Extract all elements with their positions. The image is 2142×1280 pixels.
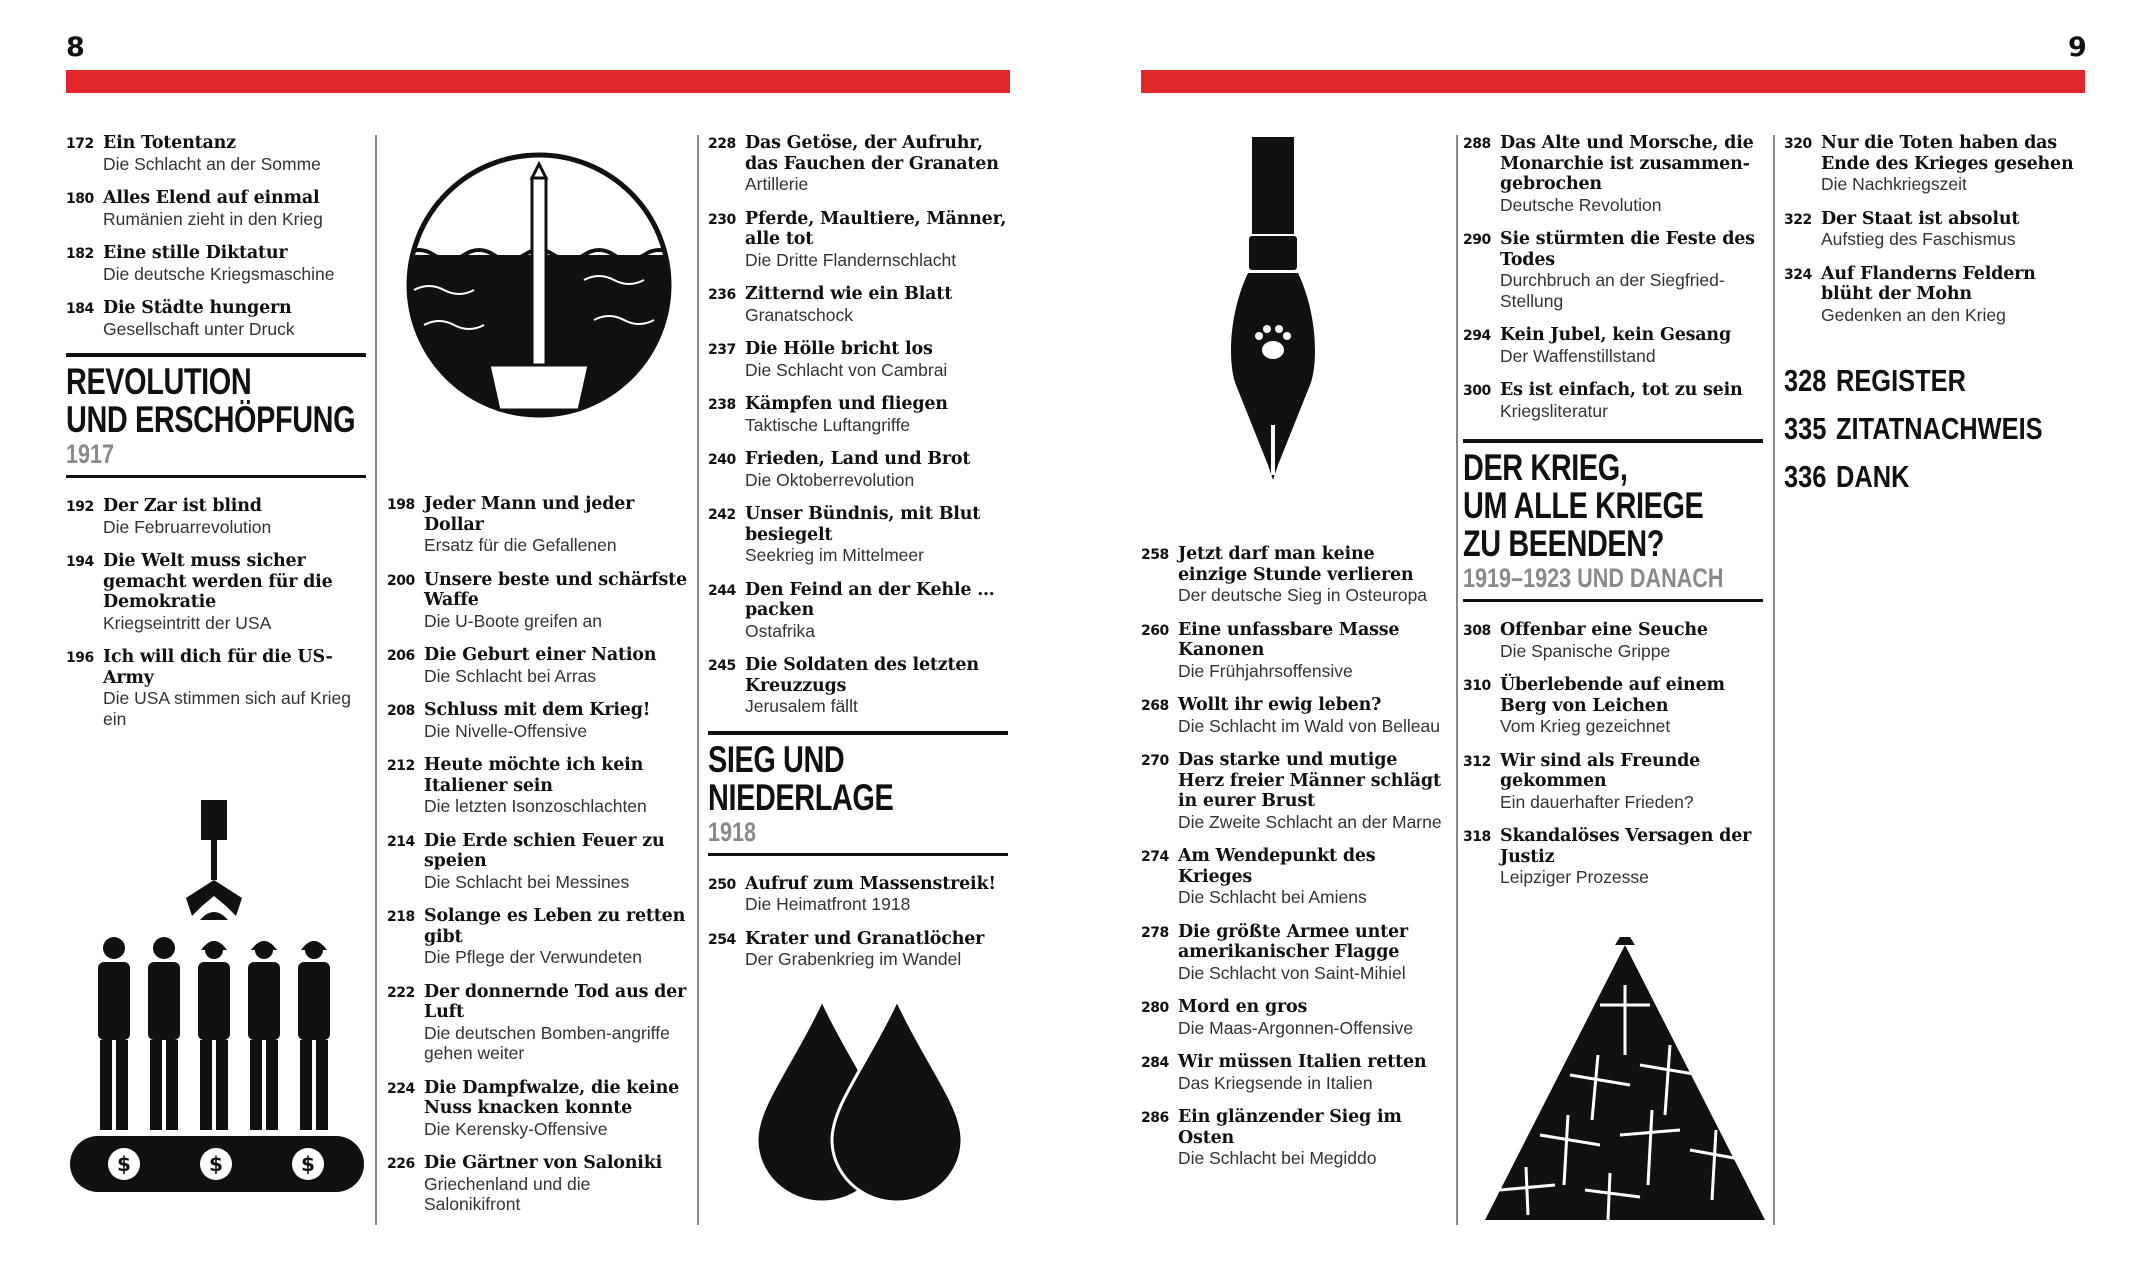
toc-entry-subtitle: Die Schlacht an der Somme [103, 153, 321, 174]
toc-page-number: 242 [708, 507, 736, 523]
toc-entry-text [1178, 695, 1447, 736]
toc-entry[interactable] [66, 243, 366, 284]
toc-entry-text [103, 496, 366, 537]
red-header-bar-left [66, 70, 1010, 93]
toc-entry-subtitle: Seekrieg im Mittelmeer [745, 545, 924, 565]
toc-page-number: 180 [66, 191, 94, 207]
toc-entry-subtitle: Das Kriegsende in Italien [1178, 1072, 1373, 1093]
toc-entry-title: Die Soldaten des letzten Kreuzzugs [745, 655, 979, 696]
toc-page-number: 200 [387, 572, 415, 589]
toc-entry[interactable] [1463, 229, 1763, 311]
toc-entry-title: Die Welt muss sicher gemacht werden für die Demokratie [103, 551, 333, 612]
toc-page-number: 280 [1141, 1000, 1169, 1016]
toc-entry-text [745, 929, 1008, 970]
svg-text:$: $ [301, 1152, 315, 1176]
toc-entry-subtitle: Die Oktoberrevolution [745, 469, 915, 490]
toc-entry-title: Der Staat ist absolut [1821, 208, 2020, 229]
column-rule [1456, 135, 1458, 1225]
toc-entry-subtitle: Die Schlacht von Cambrai [745, 359, 948, 380]
toc-entry[interactable] [1141, 997, 1447, 1038]
toc-page-number: 300 [1463, 383, 1491, 399]
toc-entry-title: Wollt ihr ewig leben? [1178, 695, 1382, 715]
toc-entry-text [424, 1153, 687, 1215]
toc-entry-text [1500, 751, 1763, 813]
toc-entry[interactable] [1463, 380, 1763, 421]
toc-entry[interactable] [66, 496, 366, 537]
backmatter-page-number: 336 [1784, 459, 1827, 494]
toc-page-number: 244 [708, 582, 736, 599]
toc-page-number: 274 [1141, 849, 1169, 865]
toc-page-number: 268 [1141, 698, 1169, 714]
toc-entry-text [1500, 380, 1763, 421]
toc-entry-title: Den Feind an der Kehle … packen [745, 579, 995, 620]
toc-page-number: 218 [387, 909, 415, 925]
toc-entry[interactable] [1463, 133, 1763, 215]
section-title: REVOLUTION [66, 361, 252, 402]
toc-entry-text [1500, 229, 1763, 311]
column-rule [375, 135, 377, 1225]
toc-page-number: 278 [1141, 924, 1169, 941]
toc-entry-text [1500, 325, 1763, 366]
toc-entry[interactable] [1463, 675, 1763, 737]
toc-entry-subtitle: Ostafrika [745, 620, 816, 641]
toc-entry-title: Unsere beste und schärfste Waffe [424, 569, 687, 610]
toc-entry-title: Auf Flanderns Feldern blüht der Mohn [1821, 263, 2036, 304]
toc-entry[interactable] [387, 645, 687, 686]
toc-entry-subtitle: Durchbruch an der Siegfried-Stellung [1500, 270, 1725, 311]
toc-column-3 [708, 133, 1008, 984]
toc-entry-title: Der Zar ist blind [103, 496, 262, 516]
toc-page-number: 308 [1463, 623, 1491, 639]
toc-entry-subtitle: Die Pflege der Verwundeten [424, 947, 642, 967]
toc-page-number: 182 [66, 246, 94, 262]
toc-entry-text [424, 570, 687, 632]
toc-entry-text [745, 655, 1008, 717]
toc-entry-subtitle: Aufstieg des Faschismus [1821, 229, 2016, 249]
toc-entry-subtitle: Die letzten Isonzoschlachten [424, 796, 647, 816]
toc-entry-text [1178, 1052, 1447, 1093]
svg-text:$: $ [209, 1152, 223, 1176]
toc-entry[interactable] [1141, 620, 1447, 682]
toc-page-number: 284 [1141, 1055, 1169, 1071]
toc-entry[interactable] [1141, 544, 1447, 606]
toc-entry[interactable] [387, 1153, 687, 1215]
soldiers-conveyor-illustration [64, 798, 370, 1200]
toc-entry-text [424, 700, 687, 741]
toc-entry-title: Das starke und mutige Herz freier Männer schlägt in eurer Brust [1178, 750, 1441, 811]
toc-entry-subtitle: Die Februarrevolution [103, 516, 272, 537]
toc-entry-text [1178, 544, 1447, 606]
toc-entry-text [424, 982, 687, 1064]
toc-page-number: 312 [1463, 753, 1491, 770]
toc-entry-text [1500, 826, 1763, 888]
toc-entry[interactable] [708, 655, 1008, 717]
toc-entry-text [1821, 133, 2084, 195]
toc-entry-title: Die Geburt einer Nation [424, 645, 657, 665]
toc-entry-text [1178, 846, 1447, 908]
toc-page-number: 288 [1463, 136, 1491, 152]
toc-entry-subtitle: Vom Krieg gezeichnet [1500, 716, 1671, 736]
toc-entry-text [745, 339, 1008, 380]
toc-page-number: 238 [708, 397, 736, 413]
toc-page-number: 318 [1463, 829, 1491, 845]
toc-entry-subtitle: Jerusalem fällt [745, 696, 858, 716]
toc-page-number: 290 [1463, 232, 1491, 248]
backmatter-entry[interactable] [1784, 461, 2084, 493]
toc-entry-subtitle: Die Spanische Grippe [1500, 640, 1671, 661]
toc-entry-title: Kein Jubel, kein Gesang [1500, 325, 1731, 345]
toc-entry-subtitle: Der Waffenstillstand [1500, 345, 1656, 366]
toc-entry-title: Wir sind als Freunde gekommen [1500, 750, 1701, 791]
toc-page-number: 260 [1141, 622, 1169, 639]
backmatter-label: DANK [1836, 459, 1910, 494]
toc-entry-text [424, 645, 687, 686]
toc-entry-title: Wir müssen Italien retten [1178, 1052, 1427, 1072]
toc-column-4 [1141, 544, 1447, 1183]
toc-page-number: 322 [1784, 211, 1812, 228]
toc-column-6 [1784, 133, 2084, 509]
toc-entry-title: Mord en gros [1178, 997, 1308, 1017]
toc-entry-subtitle: Artillerie [745, 174, 809, 194]
toc-page-number: 294 [1463, 328, 1491, 344]
section-year: 1918 [708, 816, 757, 847]
toc-entry-title: Die Gärtner von Saloniki [424, 1153, 663, 1173]
toc-entry-subtitle: Die Nachkriegszeit [1821, 174, 1967, 194]
toc-entry[interactable] [1141, 695, 1447, 736]
toc-entry-title: Jetzt darf man keine einzige Stunde verlieren [1178, 544, 1414, 585]
toc-entry-title: Alles Elend auf einmal [103, 188, 320, 208]
toc-entry[interactable] [66, 298, 366, 339]
toc-entry-title: Krater und Granatlöcher [745, 928, 985, 949]
toc-entry[interactable] [1463, 826, 1763, 888]
toc-entry-title: Ich will dich für die US-Army [103, 647, 333, 688]
toc-entry-subtitle: Die Schlacht bei Arras [424, 665, 597, 686]
toc-page-number: 236 [708, 287, 736, 303]
section-title: ZU BEENDEN? [1463, 523, 1664, 564]
toc-entry[interactable] [1784, 209, 2084, 250]
toc-entry-text [1178, 620, 1447, 682]
toc-entry[interactable] [66, 551, 366, 633]
toc-entry[interactable] [708, 209, 1008, 271]
toc-entry-subtitle: Taktische Luftangriffe [745, 414, 911, 435]
toc-page-number: 254 [708, 931, 736, 948]
toc-entry-title: Heute möchte ich kein Italiener sein [424, 755, 644, 796]
toc-entry-text [745, 874, 1008, 915]
toc-entry[interactable] [708, 504, 1008, 566]
toc-page-number: 286 [1141, 1110, 1169, 1126]
toc-page-number: 324 [1784, 266, 1812, 283]
toc-entry-title: Frieden, Land und Brot [745, 449, 971, 469]
pen-nib-illustration [1218, 135, 1328, 480]
toc-page-number: 196 [66, 650, 94, 666]
toc-page-number: 198 [387, 497, 415, 513]
toc-entry-text [424, 831, 687, 893]
toc-page-number: 194 [66, 554, 94, 570]
toc-column-2 [387, 494, 687, 1229]
toc-entry-subtitle: Der deutsche Sieg in Osteuropa [1178, 585, 1428, 605]
toc-entry-title: Die Hölle bricht los [745, 339, 933, 359]
toc-entry-text [1500, 133, 1763, 215]
toc-entry-subtitle: Griechenland und die Salonikifront [424, 1173, 591, 1214]
toc-entry-subtitle: Die Dritte Flandernschlacht [745, 249, 957, 270]
toc-entry-subtitle: Kriegseintritt der USA [103, 612, 272, 633]
section-title: UND ERSCHÖPFUNG [66, 399, 356, 440]
toc-entry-text [1178, 997, 1447, 1038]
toc-entry-title: Eine stille Diktatur [103, 243, 288, 263]
toc-column-5 [1463, 133, 1763, 902]
toc-entry[interactable] [387, 982, 687, 1064]
toc-entry[interactable] [1141, 1052, 1447, 1093]
toc-entry-title: Nur die Toten haben das Ende des Krieges gesehen [1821, 133, 2074, 174]
toc-entry[interactable] [387, 570, 687, 632]
red-header-bar-right [1141, 70, 2085, 93]
toc-entry-title: Sie stürmten die Feste des Todes [1500, 229, 1755, 270]
toc-entry-title: Ein glänzender Sieg im Osten [1178, 1107, 1402, 1148]
toc-entry[interactable] [708, 580, 1008, 642]
toc-entry-title: Jeder Mann und jeder Dollar [424, 494, 635, 535]
page-number-right: 9 [2068, 32, 2087, 63]
toc-entry-text [745, 504, 1008, 566]
toc-entry[interactable] [1141, 750, 1447, 832]
toc-entry[interactable] [1141, 846, 1447, 908]
toc-entry[interactable] [1141, 922, 1447, 984]
section-year: 1919–1923 UND DANACH [1463, 563, 1724, 593]
toc-entry-title: Pferde, Maultiere, Männer, alle tot [745, 208, 1007, 249]
toc-entry-text [103, 551, 366, 633]
toc-entry-text [1500, 620, 1763, 661]
periscope-illustration [404, 150, 674, 420]
toc-entry-subtitle: Ein dauerhafter Frieden? [1500, 791, 1694, 812]
backmatter-label: ZITATNACHWEIS [1835, 411, 2043, 446]
toc-entry-subtitle: Die Schlacht bei Amiens [1178, 887, 1367, 907]
toc-entry-text [103, 133, 366, 174]
toc-page-number: 270 [1141, 753, 1169, 769]
toc-entry[interactable] [708, 449, 1008, 490]
toc-entry-subtitle: Die Maas-Argonnen-Offensive [1178, 1017, 1414, 1038]
toc-entry-subtitle: Die USA stimmen sich auf Krieg ein [103, 688, 352, 729]
toc-entry[interactable] [387, 700, 687, 741]
toc-entry-title: Die Erde schien Feuer zu speien [424, 830, 665, 871]
toc-entry[interactable] [708, 929, 1008, 970]
toc-entry-subtitle: Gesellschaft unter Druck [103, 318, 295, 339]
toc-entry-text [1178, 922, 1447, 984]
toc-entry-text [745, 394, 1008, 435]
toc-column-1 [66, 133, 366, 743]
toc-entry[interactable] [1463, 620, 1763, 661]
toc-entry-text [745, 449, 1008, 490]
toc-entry-subtitle: Leipziger Prozesse [1500, 867, 1649, 887]
toc-entry-subtitle: Deutsche Revolution [1500, 194, 1662, 215]
toc-entry[interactable] [387, 831, 687, 893]
section-title: DER KRIEG, [1463, 447, 1628, 488]
toc-entry[interactable] [1463, 325, 1763, 366]
toc-entry[interactable] [708, 874, 1008, 915]
toc-entry-text [424, 494, 687, 556]
toc-entry-text [103, 188, 366, 229]
toc-entry-text [424, 1078, 687, 1140]
toc-entry-subtitle: Ersatz für die Gefallenen [424, 535, 617, 555]
toc-entry-text [1500, 675, 1763, 737]
toc-entry[interactable] [66, 647, 366, 729]
toc-entry-subtitle: Der Grabenkrieg im Wandel [745, 949, 962, 969]
column-rule [697, 135, 699, 1225]
backmatter-entry[interactable] [1784, 365, 2084, 397]
toc-entry-subtitle: Rumänien zieht in den Krieg [103, 208, 323, 229]
toc-page-number: 258 [1141, 547, 1169, 563]
toc-entry-title: Offenbar eine Seuche [1500, 620, 1708, 640]
toc-entry[interactable] [66, 188, 366, 229]
toc-entry-title: Das Getöse, der Aufruhr, das Fauchen der Granaten [745, 133, 999, 174]
toc-entry-text [103, 298, 366, 339]
toc-entry-title: Solange es Leben zu retten gibt [424, 906, 686, 947]
toc-page-number: 250 [708, 876, 736, 893]
toc-entry-subtitle: Die deutsche Kriegsmaschine [103, 263, 335, 284]
toc-entry-title: Zitternd wie ein Blatt [745, 284, 953, 304]
toc-entry[interactable] [387, 906, 687, 968]
toc-entry-title: Unser Bündnis, mit Blut besiegelt [745, 504, 981, 545]
toc-page-number: 214 [387, 833, 415, 850]
toc-entry[interactable] [1463, 751, 1763, 813]
section-header-der-krieg [1463, 439, 1763, 602]
toc-entry-subtitle: Die Kerensky-Offensive [424, 1118, 608, 1139]
toc-entry[interactable] [1141, 1107, 1447, 1169]
toc-entry[interactable] [387, 494, 687, 556]
toc-page-number: 230 [708, 211, 736, 228]
toc-entry[interactable] [66, 133, 366, 174]
toc-entry-title: Aufruf zum Massenstreik! [745, 873, 996, 894]
section-header-revolution [66, 353, 366, 478]
toc-entry-subtitle: Die Zweite Schlacht an der Marne [1178, 811, 1442, 832]
toc-entry-text [103, 647, 366, 729]
toc-entry-subtitle: Die deutschen Bomben-angriffe gehen weiter [424, 1022, 670, 1063]
crosses-mound-illustration [1480, 935, 1770, 1225]
toc-entry-subtitle: Die Nivelle-Offensive [424, 720, 588, 741]
toc-entry-subtitle: Die Schlacht im Wald von Belleau [1178, 715, 1440, 736]
toc-entry-title: Ein Totentanz [103, 133, 236, 153]
toc-page-number: 184 [66, 301, 94, 317]
toc-entry-title: Die Städte hungern [103, 298, 292, 318]
toc-entry-title: Überlebende auf einem Berg von Leichen [1500, 675, 1725, 716]
svg-text:$: $ [117, 1152, 131, 1176]
toc-page-number: 192 [66, 499, 94, 515]
toc-entry-text [1821, 209, 2084, 250]
toc-page-number: 172 [66, 136, 94, 152]
toc-entry-title: Der donnernde Tod aus der Luft [424, 981, 687, 1022]
section-title: SIEG UND [708, 738, 845, 780]
toc-entry-text [1821, 264, 2084, 326]
toc-entry-subtitle: Die Heimatfront 1918 [745, 894, 911, 914]
toc-entry-subtitle: Die Schlacht von Saint-Mihiel [1178, 962, 1406, 983]
toc-page-number: 310 [1463, 678, 1491, 694]
toc-entry[interactable] [387, 1078, 687, 1140]
toc-entry-title: Die größte Armee unter amerikanischer Flagge [1178, 921, 1408, 962]
toc-entry-subtitle: Die Schlacht bei Megiddo [1178, 1148, 1377, 1168]
toc-entry-text [745, 580, 1008, 642]
toc-entry-text [1178, 750, 1447, 832]
section-title: NIEDERLAGE [708, 776, 894, 818]
backmatter-page-number: 328 [1784, 363, 1827, 398]
column-rule [1773, 135, 1775, 1225]
toc-entry-text [424, 755, 687, 817]
toc-entry-title: Skandalöses Versagen der Justiz [1500, 826, 1752, 867]
section-header-sieg [708, 731, 1008, 856]
toc-page-number: 226 [387, 1156, 415, 1172]
toc-entry-subtitle: Granatschock [745, 304, 853, 325]
toc-entry-subtitle: Die Schlacht bei Messines [424, 871, 630, 892]
toc-entry[interactable] [708, 394, 1008, 435]
toc-entry-text [424, 906, 687, 968]
toc-entry-subtitle: Kriegsliteratur [1500, 400, 1608, 421]
toc-entry[interactable] [1784, 264, 2084, 326]
backmatter-entry[interactable] [1784, 413, 2084, 445]
page-number-left: 8 [66, 32, 85, 63]
toc-entry-title: Die Dampfwalze, die keine Nuss knacken konnte [424, 1077, 680, 1118]
toc-page-number: 208 [387, 703, 415, 719]
toc-entry-title: Das Alte und Morsche, die Monarchie ist zusammen-gebrochen [1500, 133, 1754, 194]
toc-entry-text [1178, 1107, 1447, 1169]
toc-page-number: 320 [1784, 136, 1812, 152]
toc-entry-subtitle: Die U-Boote greifen an [424, 610, 603, 631]
toc-entry-subtitle: Gedenken an den Krieg [1821, 304, 2006, 325]
section-year: 1917 [66, 439, 115, 469]
toc-entry-text [745, 133, 1008, 195]
backmatter-page-number: 335 [1784, 411, 1827, 446]
toc-entry-text [745, 284, 1008, 325]
toc-page-number: 224 [387, 1080, 415, 1097]
blood-drops-illustration [752, 995, 972, 1205]
toc-entry-text [103, 243, 366, 284]
toc-entry-text [745, 209, 1008, 271]
toc-page-number: 206 [387, 648, 415, 664]
toc-entry-title: Eine unfassbare Masse Kanonen [1178, 619, 1400, 660]
backmatter-label: REGISTER [1836, 363, 1966, 398]
toc-entry[interactable] [708, 339, 1008, 380]
toc-entry-subtitle: Die Frühjahrsoffensive [1178, 660, 1353, 681]
toc-page-number: 240 [708, 452, 736, 468]
toc-entry[interactable] [387, 755, 687, 817]
toc-entry[interactable] [708, 284, 1008, 325]
toc-entry[interactable] [1784, 133, 2084, 195]
section-title: UM ALLE KRIEGE [1463, 485, 1704, 526]
toc-page-number: 228 [708, 136, 736, 152]
toc-entry[interactable] [708, 133, 1008, 195]
toc-entry-title: Schluss mit dem Krieg! [424, 700, 651, 720]
toc-page-number: 237 [708, 342, 736, 358]
toc-page-number: 245 [708, 658, 736, 674]
toc-page-number: 212 [387, 758, 415, 774]
toc-page-number: 222 [387, 984, 415, 1001]
toc-entry-title: Es ist einfach, tot zu sein [1500, 380, 1743, 400]
toc-entry-title: Am Wendepunkt des Krieges [1178, 846, 1376, 887]
toc-entry-title: Kämpfen und fliegen [745, 394, 948, 414]
